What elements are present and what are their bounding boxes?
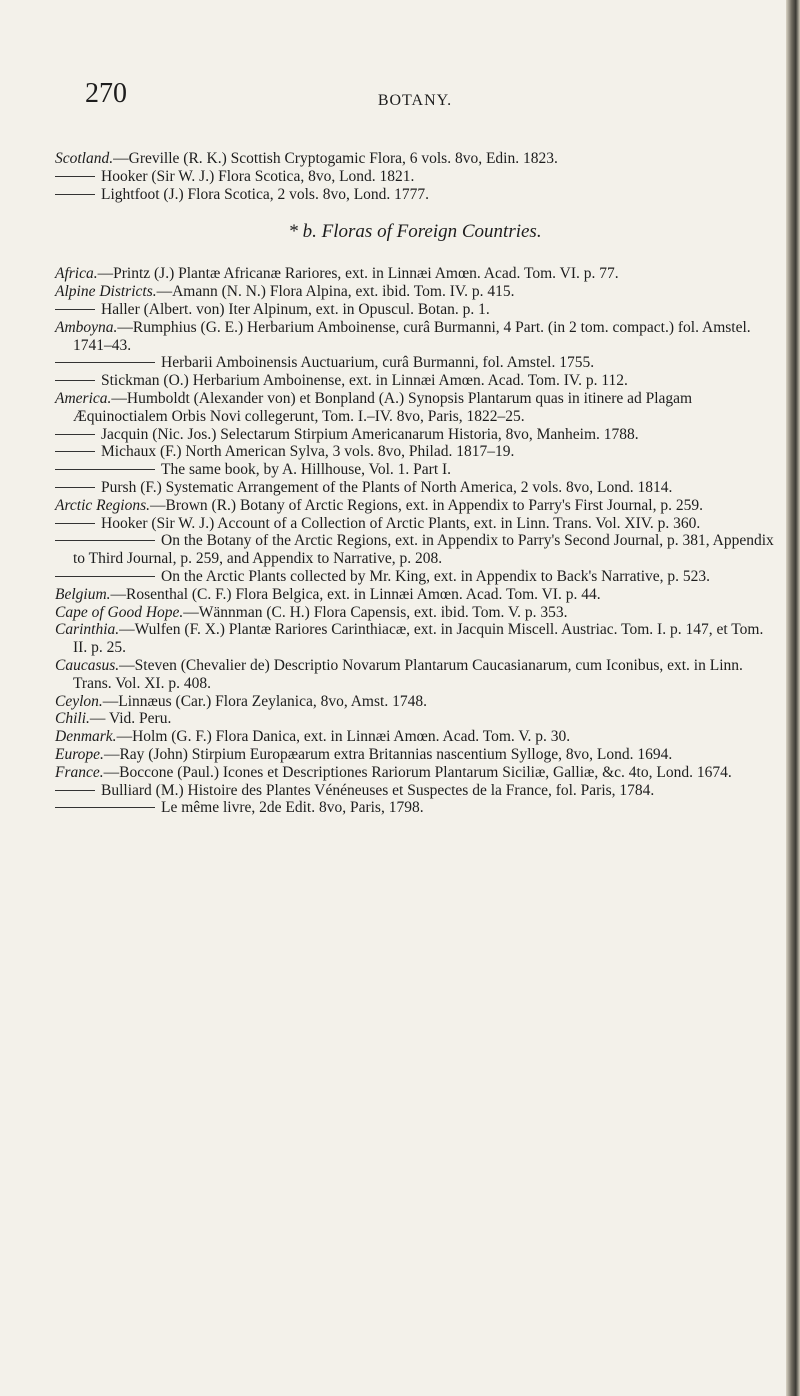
book-page bbox=[55, 78, 775, 817]
entry-text: Bulliard (M.) Histoire des Plantes Vénéneuses et Suspectes de la France, fol. Paris, 1784. bbox=[101, 781, 655, 799]
bibliography-entry bbox=[55, 150, 775, 168]
bibliography-entry bbox=[55, 693, 775, 711]
entry-place: France. bbox=[55, 763, 104, 781]
entry-place: Carinthia. bbox=[55, 621, 120, 639]
entry-place: America. bbox=[55, 389, 112, 407]
entry-text: —Wännman (C. H.) Flora Capensis, ext. ibid. Tom. V. p. 353. bbox=[183, 603, 568, 621]
entry-place: Chili. bbox=[55, 710, 90, 728]
ditto-dash bbox=[55, 540, 155, 541]
running-head: BOTANY. bbox=[377, 92, 453, 109]
bibliography-entry bbox=[55, 515, 775, 533]
entry-place: Cape of Good Hope. bbox=[55, 603, 184, 621]
entry-text: —Linnæus (Car.) Flora Zeylanica, 8vo, Amst. 1748. bbox=[102, 692, 427, 710]
ditto-dash bbox=[55, 362, 155, 363]
ditto-dash bbox=[55, 487, 95, 488]
bibliography-entry bbox=[55, 782, 775, 800]
entry-text: —Wulfen (F. X.) Plantæ Rariores Carinthiacæ, ext. in Jacquin Miscell. Austriac. Tom. I. p. 147, et Tom. II. p. 25. bbox=[73, 621, 764, 657]
scotland-entries bbox=[55, 150, 775, 203]
foreign-entries bbox=[55, 265, 775, 817]
section-heading: * b. Floras of Foreign Countries. bbox=[288, 221, 542, 243]
entry-text: Lightfoot (J.) Flora Scotica, 2 vols. 8vo, Lond. 1777. bbox=[101, 185, 430, 203]
entry-place: Europe. bbox=[55, 745, 104, 763]
page-content bbox=[55, 150, 775, 817]
bibliography-entry bbox=[55, 746, 775, 764]
entry-text: Jacquin (Nic. Jos.) Selectarum Stirpium Americanarum Historia, 8vo, Manheim. 1788. bbox=[101, 425, 639, 443]
entry-text: —Printz (J.) Plantæ Africanæ Rariores, ext. in Linnæi Amœn. Acad. Tom. VI. p. 77. bbox=[97, 265, 619, 283]
entry-place: Amboyna. bbox=[55, 318, 118, 336]
entry-place: Arctic Regions. bbox=[55, 496, 150, 514]
entry-text: Haller (Albert. von) Iter Alpinum, ext. in Opuscul. Botan. p. 1. bbox=[101, 300, 490, 318]
bibliography-entry bbox=[55, 764, 775, 782]
ditto-dash bbox=[55, 309, 95, 310]
bibliography-entry bbox=[55, 461, 775, 479]
entry-text: —Rumphius (G. E.) Herbarium Amboinense, curâ Burmanni, 4 Part. (in 2 tom. compact.) fol. Amstel. 1741–43. bbox=[73, 318, 751, 354]
entry-place: Caucasus. bbox=[55, 656, 120, 674]
bibliography-entry bbox=[55, 604, 775, 622]
bibliography-entry bbox=[55, 710, 775, 728]
bibliography-entry bbox=[55, 319, 775, 355]
entry-text: Herbarii Amboinensis Auctuarium, curâ Burmanni, fol. Amstel. 1755. bbox=[161, 354, 595, 372]
entry-text: — Vid. Peru. bbox=[89, 710, 172, 728]
bibliography-entry bbox=[55, 799, 775, 817]
entry-text: Hooker (Sir W. J.) Flora Scotica, 8vo, Lond. 1821. bbox=[101, 167, 415, 185]
entry-place: Belgium. bbox=[55, 585, 111, 603]
entry-text: —Amann (N. N.) Flora Alpina, ext. ibid. Tom. IV. p. 415. bbox=[156, 283, 515, 301]
entry-text: —Ray (John) Stirpium Europæarum extra Britannias nascentium Sylloge, 8vo, Lond. 1694. bbox=[103, 745, 673, 763]
bibliography-entry bbox=[55, 265, 775, 283]
ditto-dash bbox=[55, 790, 95, 791]
bibliography-entry bbox=[55, 479, 775, 497]
bibliography-entry bbox=[55, 372, 775, 390]
ditto-dash bbox=[55, 176, 95, 177]
entry-place: Alpine Districts. bbox=[55, 283, 157, 301]
entry-text: Le même livre, 2de Edit. 8vo, Paris, 1798. bbox=[161, 799, 424, 817]
entry-text: On the Botany of the Arctic Regions, ext. in Appendix to Parry's Second Journal, p. 381, Appendix to Third Journal, p. 259, and Appendix to Narrative, p. 208. bbox=[73, 532, 774, 568]
ditto-dash bbox=[55, 523, 95, 524]
entry-text: —Brown (R.) Botany of Arctic Regions, ext. in Appendix to Parry's First Journal, p. 259. bbox=[149, 496, 703, 514]
entry-text: The same book, by A. Hillhouse, Vol. 1. Part I. bbox=[161, 461, 452, 479]
ditto-dash bbox=[55, 380, 95, 381]
entry-text: Stickman (O.) Herbarium Amboinense, ext. in Linnæi Amœn. Acad. Tom. IV. p. 112. bbox=[101, 372, 628, 390]
bibliography-entry bbox=[55, 354, 775, 372]
entry-text: —Greville (R. K.) Scottish Cryptogamic Flora, 6 vols. 8vo, Edin. 1823. bbox=[113, 150, 558, 167]
entry-text: Pursh (F.) Systematic Arrangement of the Plants of North America, 2 vols. 8vo, Lond. 1814. bbox=[101, 478, 673, 496]
bibliography-entry bbox=[55, 168, 775, 186]
bibliography-entry bbox=[55, 728, 775, 746]
entry-text: Michaux (F.) North American Sylva, 3 vols. 8vo, Philad. 1817–19. bbox=[101, 443, 515, 461]
ditto-dash bbox=[55, 194, 95, 195]
ditto-dash bbox=[55, 434, 95, 435]
page-header bbox=[55, 78, 775, 112]
page-edge bbox=[786, 0, 800, 1396]
bibliography-entry bbox=[55, 186, 775, 204]
entry-text: On the Arctic Plants collected by Mr. King, ext. in Appendix to Back's Narrative, p. 523. bbox=[161, 567, 711, 585]
bibliography-entry bbox=[55, 390, 775, 426]
entry-text: —Holm (G. F.) Flora Danica, ext. in Linnæi Amœn. Acad. Tom. V. p. 30. bbox=[116, 728, 571, 746]
entry-text: —Boccone (Paul.) Icones et Descriptiones Rariorum Plantarum Siciliæ, Galliæ, &c. 4to, Lond. 1674. bbox=[103, 763, 732, 781]
entry-text: —Steven (Chevalier de) Descriptio Novarum Plantarum Caucasianarum, cum Iconibus, ext. in Linn. Trans. Vol. XI. p. 408. bbox=[73, 656, 743, 692]
entry-place: Ceylon. bbox=[55, 692, 103, 710]
entry-text: Hooker (Sir W. J.) Account of a Collection of Arctic Plants, ext. in Linn. Trans. Vol. XIV. p. 360. bbox=[101, 514, 701, 532]
bibliography-entry bbox=[55, 301, 775, 319]
entry-text: —Humboldt (Alexander von) et Bonpland (A.) Synopsis Plantarum quas in itinere ad Plagam Æquinoctialem Orbis Novi collegerunt, Tom. I.–IV. 8vo, Paris, 1822–25. bbox=[73, 389, 693, 425]
ditto-dash bbox=[55, 807, 155, 808]
bibliography-entry bbox=[55, 497, 775, 515]
entry-place: Scotland. bbox=[55, 150, 114, 167]
bibliography-entry bbox=[55, 621, 775, 657]
bibliography-entry bbox=[55, 568, 775, 586]
entry-place: Africa. bbox=[55, 265, 98, 283]
entry-place: Denmark. bbox=[55, 728, 117, 746]
ditto-dash bbox=[55, 469, 155, 470]
bibliography-entry bbox=[55, 532, 775, 568]
ditto-dash bbox=[55, 451, 95, 452]
bibliography-entry bbox=[55, 283, 775, 301]
page-number: 270 bbox=[85, 78, 127, 109]
bibliography-entry bbox=[55, 657, 775, 693]
bibliography-entry bbox=[55, 443, 775, 461]
ditto-dash bbox=[55, 576, 155, 577]
bibliography-entry bbox=[55, 586, 775, 604]
entry-text: —Rosenthal (C. F.) Flora Belgica, ext. in Linnæi Amœn. Acad. Tom. VI. p. 44. bbox=[110, 585, 601, 603]
bibliography-entry bbox=[55, 426, 775, 444]
